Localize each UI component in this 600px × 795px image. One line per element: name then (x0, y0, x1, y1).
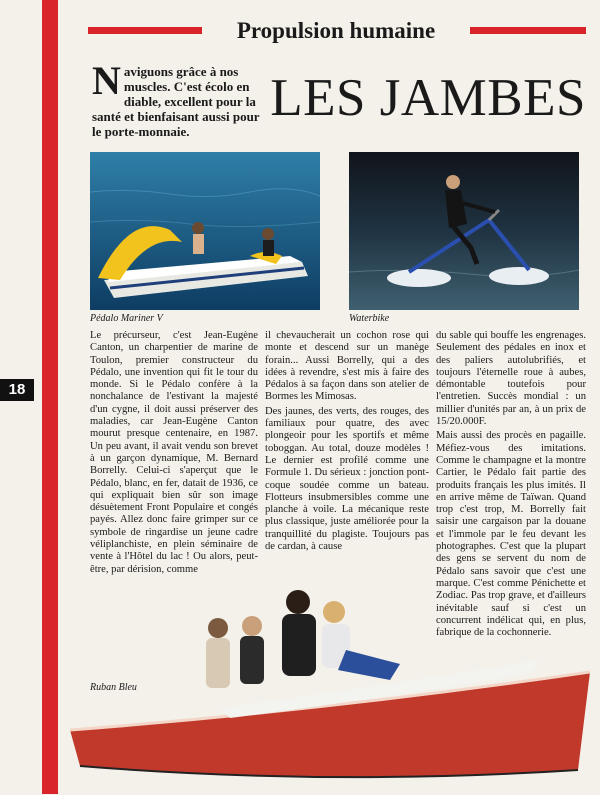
rubric: Propulsion humaine (236, 18, 436, 43)
photo-waterbike (349, 152, 579, 310)
column3-para1: du sable qui bouffe les engrenages. Seulement des pédales en inox et des paliers autolubrifiés, et toujours l'éternelle roue à aubes, démontable toutefois pour l'entretien. Succès mondial : un millier d'unités par an, à un prix de 15/20.000F. (436, 330, 586, 428)
photo-pedalo-mariner (90, 152, 320, 310)
column2-para1: il chevaucherait un cochon rose qui monte et descend sur un manège forain... Aussi Borrelly, qui a des idées à revendre, s'est mis à faire des Pédalos à sa façon dans son atelier de Bormes les Mimosas. (265, 330, 429, 403)
rubric-rule-right (470, 27, 586, 34)
column3-para2: Mais aussi des procès en pagaille. Méfiez-vous des imitations. Comme le champagne et la montre Cartier, le Pédalo fait partie des produits français les plus imités. Il en arrive même de Taïwan. Quand trop c'est trop, M. Borrelly fait saisir une cargaison par la douane et l'immole par le feu devant les photographes. C'est que la plupart des gens se servent du nom de Pédalo sans savoir que c'est une marque. C'est comme Pénichette et Zodiac. Pas trop grave, et d'ailleurs inévitable sauf si c'est un concurrent indélicat qui, en plus, fabrique de la cochonnerie. (436, 430, 586, 639)
article-title: LES JAMBES (270, 69, 586, 127)
caption-left: Pédalo Mariner V (90, 313, 163, 324)
column2-para2: Des jaunes, des verts, des rouges, des familiaux pour quatre, des avec plongeoir pour les sportifs et même toboggan. Au total, douze modèles ! Le dernier est profilé comme une Formule 1. Du sérieux : jonction pont-coque soudée comme un bateau. Flotteurs insubmersibles comme une planche à voile. La mécanique reste plus classique, juste améliorée pour la tranquillité du plagiste. Toujours pas de cardan, à cause (265, 405, 429, 553)
text-column-1 (90, 330, 258, 578)
column1-para1: Le précurseur, c'est Jean-Eugène Canton, un charpentier de marine de Toulon, premier constructeur du Pédalo, une invention qui fit le tour du monde. Si le Pédalo confère à la nonchalance de l'estivant la majesté d'un cygne, il doit aussi préserver des maladies, car Jean-Eugène Canton mourut presque centenaire, en 1987. Un peu avant, il avait vendu son brevet à un garçon dynamique, M. Bernard Borrelly. Celui-ci s'aperçut que le Pédalo, blanc, en fer, datait de 1936, ce qui expliquait bien sûr son image désuètement Front Populaire et congés payés. Allez donc faire grimper sur ce symbole de ringardise un jeune cadre véliplanchiste, en plein séminaire de vente à l'Hôtel du lac ! Ou alors, peut-être, par dérision, comme (90, 330, 258, 575)
caption-bottom: Ruban Bleu (90, 682, 137, 693)
red-margin-bar (42, 0, 58, 794)
page-number: 18 (0, 379, 34, 401)
rubric-rule-left (88, 27, 202, 34)
caption-right: Waterbike (349, 313, 390, 324)
text-column-2 (265, 330, 429, 555)
lede-text: aviguons grâce à nos muscles. C'est écolo en diable, excellent pour la santé et bienfaisant aussi pour le porte-monnaie. (92, 64, 260, 139)
photo-ruban-bleu (70, 590, 590, 790)
lede (92, 58, 262, 139)
drop-cap: N (92, 58, 121, 103)
